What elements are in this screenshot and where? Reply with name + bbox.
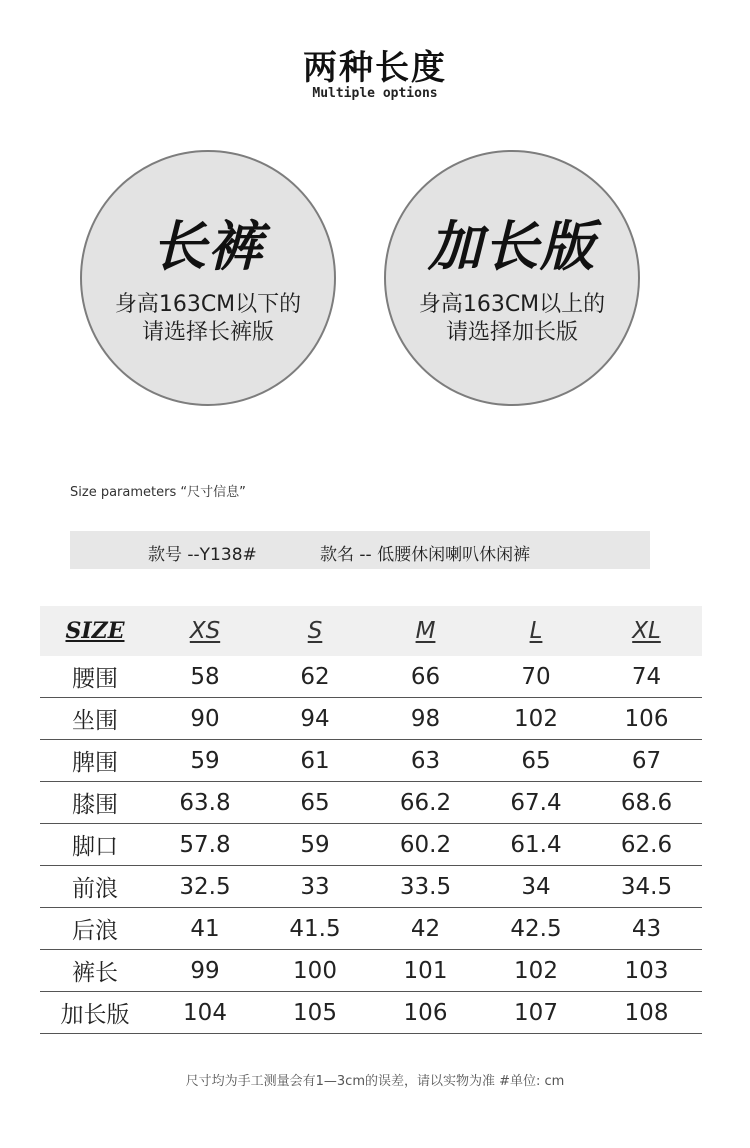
- measurement-value: 43: [591, 908, 702, 950]
- measurement-value: 58: [150, 656, 260, 698]
- measurement-label: 膝围: [40, 782, 150, 824]
- measurement-label: 坐围: [40, 698, 150, 740]
- option-heading: 加长版: [428, 215, 596, 278]
- table-row: [40, 740, 702, 782]
- measurement-value: 34.5: [591, 866, 702, 908]
- measurement-value: 62.6: [591, 824, 702, 866]
- table-row: [40, 908, 702, 950]
- measurement-value: 63: [370, 740, 481, 782]
- measurement-value: 102: [481, 950, 591, 992]
- table-row: [40, 950, 702, 992]
- measurement-label: 加长版: [40, 992, 150, 1034]
- measurement-label: 后浪: [40, 908, 150, 950]
- option-circle-extended: [384, 150, 640, 406]
- measurement-value: 104: [150, 992, 260, 1034]
- measurement-value: 74: [591, 656, 702, 698]
- measurement-value: 67: [591, 740, 702, 782]
- style-number: 款号 --Y138#: [148, 545, 257, 565]
- option-instruction: 请选择长裤版: [141, 320, 274, 345]
- measurement-value: 32.5: [150, 866, 260, 908]
- measurement-value: 57.8: [150, 824, 260, 866]
- measurement-value: 99: [150, 950, 260, 992]
- measurement-value: 59: [260, 824, 370, 866]
- page-title: 两种长度: [303, 48, 447, 88]
- page-subtitle: Multiple options: [312, 86, 438, 101]
- size-column-header: [150, 606, 260, 656]
- measurement-value: 61.4: [481, 824, 591, 866]
- measurement-value: 68.6: [591, 782, 702, 824]
- size-column-header: [370, 606, 481, 656]
- measurement-value: 67.4: [481, 782, 591, 824]
- measurement-value: 94: [260, 698, 370, 740]
- measurement-value: 41: [150, 908, 260, 950]
- size-header-row: [40, 606, 702, 656]
- option-heading: 长裤: [152, 215, 264, 278]
- size-column-header: [481, 606, 591, 656]
- size-label: S: [307, 618, 323, 644]
- measurement-value: 42: [370, 908, 481, 950]
- size-label: XS: [189, 618, 221, 644]
- measurement-value: 90: [150, 698, 260, 740]
- measurement-value: 65: [260, 782, 370, 824]
- measurement-label: 脚口: [40, 824, 150, 866]
- table-row: [40, 992, 702, 1034]
- style-name: 款名 -- 低腰休闲喇叭休闲裤: [320, 545, 531, 565]
- style-info-bar: [70, 531, 650, 569]
- option-instruction: 请选择加长版: [445, 320, 578, 345]
- measurement-value: 60.2: [370, 824, 481, 866]
- table-row: [40, 698, 702, 740]
- measurement-value: 62: [260, 656, 370, 698]
- measurement-value: 70: [481, 656, 591, 698]
- size-parameters-label: Size parameters “尺寸信息”: [70, 485, 246, 500]
- measurement-value: 66.2: [370, 782, 481, 824]
- measurement-label: 裤长: [40, 950, 150, 992]
- measurement-value: 66: [370, 656, 481, 698]
- size-table: [40, 606, 702, 1034]
- size-label: XL: [632, 618, 661, 644]
- measurement-value: 61: [260, 740, 370, 782]
- measurement-value: 98: [370, 698, 481, 740]
- measurement-label: 腰围: [40, 656, 150, 698]
- table-row: [40, 824, 702, 866]
- measurement-value: 106: [370, 992, 481, 1034]
- size-column-header: [260, 606, 370, 656]
- measurement-label: 前浪: [40, 866, 150, 908]
- table-row: [40, 656, 702, 698]
- size-column-header: [591, 606, 702, 656]
- measurement-value: 100: [260, 950, 370, 992]
- option-condition: 身高163CM以下的: [114, 292, 302, 317]
- measurement-value: 101: [370, 950, 481, 992]
- measurement-value: 33: [260, 866, 370, 908]
- measurement-value: 103: [591, 950, 702, 992]
- measurement-value: 108: [591, 992, 702, 1034]
- measurement-note: 尺寸均为手工测量会有1—3cm的误差，请以实物为准 #单位: cm: [185, 1074, 565, 1089]
- measurement-value: 107: [481, 992, 591, 1034]
- size-label: M: [415, 618, 436, 644]
- measurement-value: 63.8: [150, 782, 260, 824]
- size-label: L: [529, 618, 543, 644]
- measurement-label: 脾围: [40, 740, 150, 782]
- measurement-value: 41.5: [260, 908, 370, 950]
- size-table-body: [40, 656, 702, 1034]
- size-corner-label: SIZE: [40, 606, 150, 656]
- table-row: [40, 866, 702, 908]
- measurement-value: 102: [481, 698, 591, 740]
- measurement-value: 42.5: [481, 908, 591, 950]
- measurement-value: 105: [260, 992, 370, 1034]
- measurement-value: 33.5: [370, 866, 481, 908]
- measurement-value: 34: [481, 866, 591, 908]
- measurement-value: 65: [481, 740, 591, 782]
- table-row: [40, 782, 702, 824]
- option-condition: 身高163CM以上的: [418, 292, 606, 317]
- option-circle-regular: [80, 150, 336, 406]
- measurement-value: 106: [591, 698, 702, 740]
- measurement-value: 59: [150, 740, 260, 782]
